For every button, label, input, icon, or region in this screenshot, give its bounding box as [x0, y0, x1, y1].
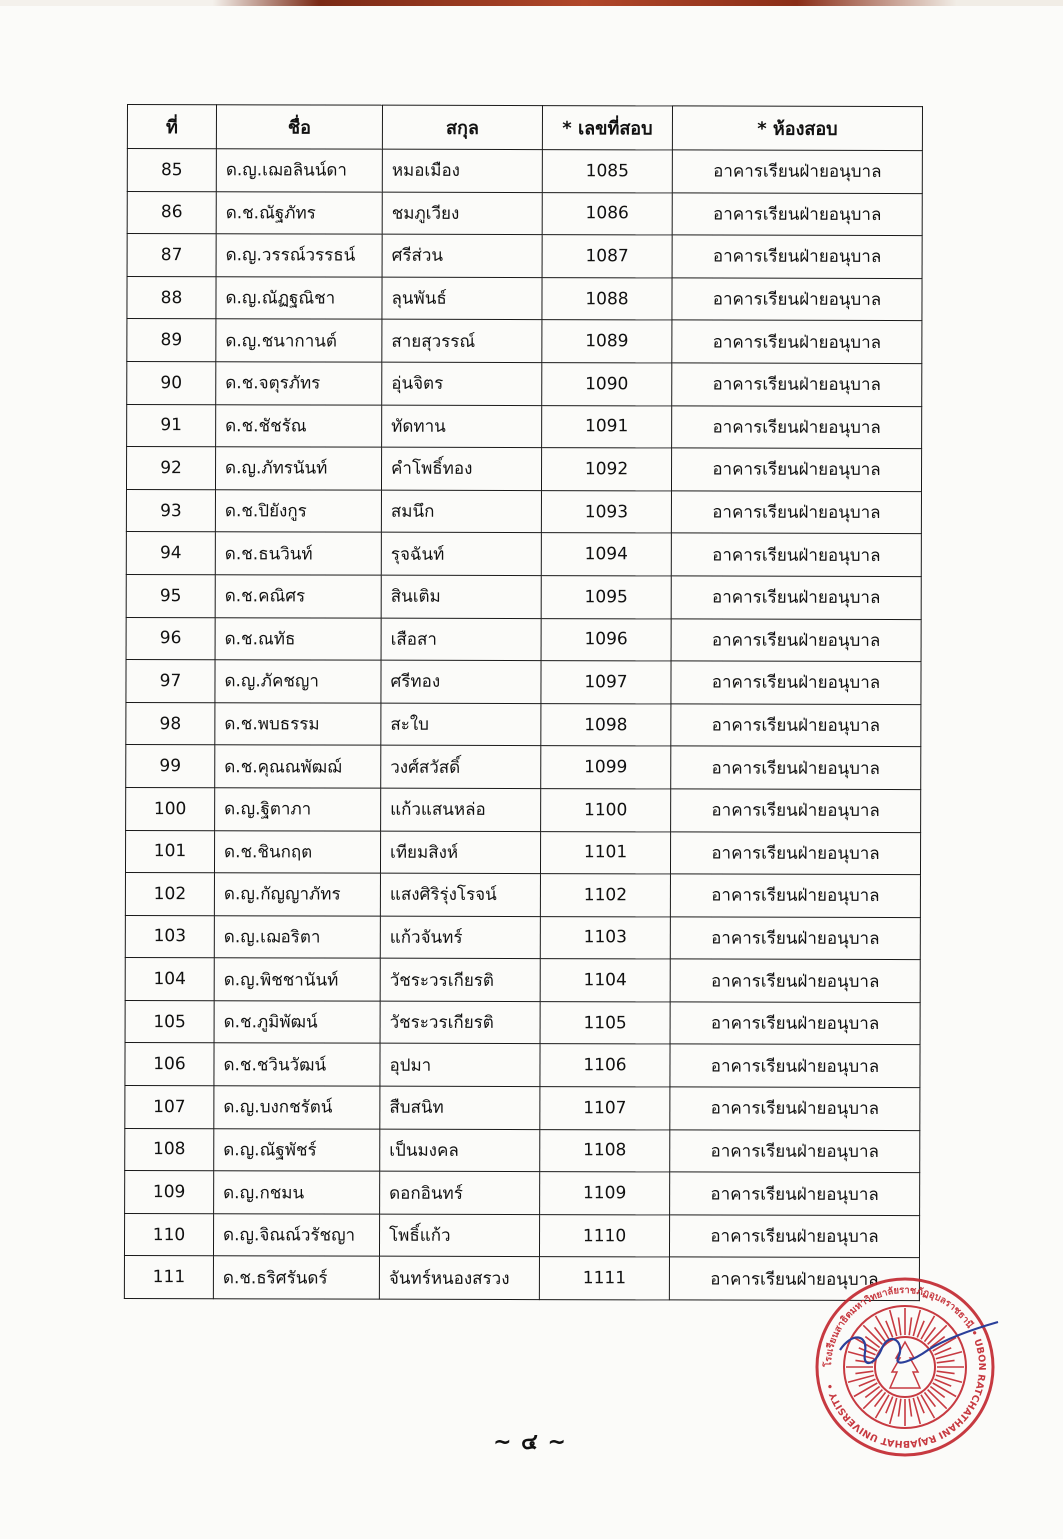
header-first-name: ชื่อ	[216, 105, 382, 149]
cell-exam-room: อาคารเรียนฝ่ายอนุบาล	[672, 235, 922, 278]
cell-exam-number: 1092	[541, 448, 671, 491]
cell-exam-room: อาคารเรียนฝ่ายอนุบาล	[672, 193, 922, 236]
cell-exam-room: อาคารเรียนฝ่ายอนุบาล	[672, 320, 922, 363]
seal-ray	[921, 1316, 935, 1339]
cell-surname: สะใบ	[381, 703, 541, 746]
table-row	[126, 447, 921, 492]
seal-ray	[876, 1316, 890, 1339]
cell-first-name: ด.ญ.เฌอริตา	[214, 915, 380, 958]
cell-exam-room: อาคารเรียนฝ่ายอนุบาล	[672, 363, 922, 406]
seal-ray	[876, 1395, 890, 1418]
seal-ray	[937, 1371, 955, 1373]
table-row	[125, 1128, 920, 1173]
cell-no: 111	[124, 1256, 213, 1299]
seal-text: โรงเรียนสาธิตมหาวิทยาลัยราชภัฏอุบลราชธานี • UBON RATCHATHANI RAJABHAT UNIVERSITY •	[822, 1284, 988, 1450]
table-row	[126, 745, 921, 790]
cell-surname: ทัดทาน	[382, 405, 542, 448]
cell-exam-number: 1106	[540, 1044, 670, 1087]
cell-surname: อุ่นจิตร	[382, 362, 542, 405]
seal-ray	[933, 1383, 956, 1397]
cell-first-name: ด.ญ.ณัฐพัชร์	[214, 1128, 380, 1171]
cell-no: 106	[125, 1043, 214, 1086]
table-row	[126, 660, 921, 705]
cell-first-name: ด.ช.ชวินวัฒน์	[214, 1043, 380, 1086]
seal-ray	[898, 1399, 900, 1417]
seal-sunburst	[846, 1308, 964, 1426]
cell-surname: วงศ์สวัสดิ์	[381, 745, 541, 788]
cell-exam-room: อาคารเรียนฝ่ายอนุบาล	[671, 618, 921, 661]
cell-first-name: ด.ญ.เฌอลินน์ดา	[216, 149, 382, 192]
cell-exam-number: 1102	[540, 874, 670, 917]
cell-first-name: ด.ช.ธนวินท์	[215, 532, 381, 575]
cell-exam-number: 1099	[541, 746, 671, 789]
table-row	[127, 234, 922, 279]
cell-first-name: ด.ช.ธริศรันดร์	[213, 1256, 379, 1299]
cell-first-name: ด.ช.ชินกฤต	[214, 830, 380, 873]
cell-surname: แสงศิริรุ่งโรจน์	[380, 873, 540, 916]
cell-no: 101	[125, 830, 214, 873]
cell-no: 94	[126, 532, 215, 575]
cell-first-name: ด.ช.คณิศร	[215, 575, 381, 618]
header-surname: สกุล	[382, 105, 542, 149]
cell-exam-number: 1096	[541, 618, 671, 661]
cell-first-name: ด.ญ.ชนากานต์	[216, 319, 382, 362]
cell-surname: รุจฉันท์	[381, 533, 541, 576]
cell-exam-number: 1098	[541, 703, 671, 746]
cell-exam-number: 1090	[542, 363, 672, 406]
table-row	[127, 361, 922, 406]
cell-surname: เทียมสิงห์	[380, 831, 540, 874]
cell-no: 98	[126, 702, 215, 745]
cell-no: 91	[127, 404, 216, 447]
cell-no: 92	[126, 447, 215, 490]
cell-no: 90	[127, 361, 216, 404]
school-seal-stamp	[810, 1272, 1000, 1462]
cell-exam-number: 1100	[541, 788, 671, 831]
table-row	[126, 489, 921, 534]
seal-ray	[921, 1395, 935, 1418]
cell-exam-number: 1104	[540, 959, 670, 1002]
seal-ray	[937, 1360, 955, 1362]
cell-exam-number: 1085	[542, 150, 672, 193]
table-row	[125, 915, 920, 960]
cell-no: 108	[125, 1128, 214, 1171]
table-row	[125, 958, 920, 1003]
cell-exam-room: อาคารเรียนฝ่ายอนุบาล	[671, 661, 921, 704]
table-body	[124, 149, 922, 1301]
cell-no: 97	[126, 660, 215, 703]
cell-first-name: ด.ญ.ภัคชญา	[215, 660, 381, 703]
cell-surname: ลุนพันธ์	[382, 277, 542, 320]
cell-exam-room: อาคารเรียนฝ่ายอนุบาล	[670, 959, 920, 1002]
cell-no: 89	[127, 319, 216, 362]
cell-surname: ศรีส่วน	[382, 234, 542, 277]
cell-first-name: ด.ช.คุณณพัฒฌ์	[215, 745, 381, 788]
cell-exam-number: 1089	[542, 320, 672, 363]
cell-no: 103	[125, 915, 214, 958]
cell-exam-room: อาคารเรียนฝ่ายอนุบาล	[670, 1130, 920, 1173]
cell-no: 102	[125, 873, 214, 916]
cell-surname: จันทร์หนองสรวง	[379, 1257, 539, 1300]
cell-no: 99	[126, 745, 215, 788]
cell-surname: โพธิ์แก้ว	[379, 1214, 539, 1257]
cell-exam-room: อาคารเรียนฝ่ายอนุบาล	[670, 1002, 920, 1045]
cell-surname: สมนึก	[381, 490, 541, 533]
table-row	[127, 191, 922, 236]
cell-exam-room: อาคารเรียนฝ่ายอนุบาล	[671, 746, 921, 789]
cell-no: 110	[124, 1213, 213, 1256]
seal-ray	[909, 1317, 911, 1335]
exam-seating-table	[124, 104, 923, 1301]
cell-exam-room: อาคารเรียนฝ่ายอนุบาล	[670, 1087, 920, 1130]
cell-first-name: ด.ช.ณัฐภัทร	[216, 191, 382, 234]
cell-first-name: ด.ช.ชัชรัณ	[216, 404, 382, 447]
cell-first-name: ด.ญ.จิณณ์วรัชญา	[213, 1214, 379, 1257]
table-row	[125, 1043, 920, 1088]
cell-first-name: ด.ญ.ฐิตาภา	[215, 788, 381, 831]
cell-surname: สืบสนิท	[380, 1086, 540, 1129]
cell-surname: คำโพธิ์ทอง	[381, 447, 541, 490]
table-row	[127, 404, 922, 449]
cell-exam-number: 1110	[539, 1214, 669, 1257]
cell-exam-room: อาคารเรียนฝ่ายอนุบาล	[670, 1172, 920, 1215]
seal-ray	[909, 1399, 911, 1417]
cell-first-name: ด.ญ.ณัฏฐณิชา	[216, 277, 382, 320]
table-row	[126, 702, 921, 747]
cell-no: 96	[126, 617, 215, 660]
table-row	[125, 1171, 920, 1216]
cell-exam-number: 1091	[542, 405, 672, 448]
seal-ray	[855, 1371, 873, 1373]
table-row	[126, 617, 921, 662]
cell-first-name: ด.ญ.วรรณ์วรรธน์	[216, 234, 382, 277]
cell-exam-room: อาคารเรียนฝ่ายอนุบาล	[672, 405, 922, 448]
cell-exam-number: 1101	[540, 831, 670, 874]
cell-surname: สายสุวรรณ์	[382, 320, 542, 363]
cell-surname: เสือสา	[381, 618, 541, 661]
cell-exam-room: อาคารเรียนฝ่ายอนุบาล	[671, 533, 921, 576]
cell-surname: ชมภูเวียง	[382, 192, 542, 235]
page-number: ~ ๔ ~	[493, 1430, 567, 1455]
cell-first-name: ด.ช.ภูมิพัฒน์	[214, 1001, 380, 1044]
cell-exam-number: 1087	[542, 235, 672, 278]
cell-exam-room: อาคารเรียนฝ่ายอนุบาล	[671, 576, 921, 619]
cell-no: 88	[127, 276, 216, 319]
cell-no: 107	[125, 1086, 214, 1129]
cell-exam-number: 1094	[541, 533, 671, 576]
cell-surname: สินเติม	[381, 575, 541, 618]
header-exam-room: * ห้องสอบ	[672, 106, 922, 151]
cell-no: 104	[125, 958, 214, 1001]
cell-exam-number: 1108	[540, 1129, 670, 1172]
seal-ray	[854, 1383, 877, 1397]
cell-exam-number: 1111	[539, 1257, 669, 1300]
cell-no: 109	[125, 1171, 214, 1214]
cell-exam-room: อาคารเรียนฝ่ายอนุบาล	[670, 1044, 920, 1087]
table-row	[126, 532, 921, 577]
cell-exam-number: 1095	[541, 576, 671, 619]
cell-first-name: ด.ช.พบธรรม	[215, 702, 381, 745]
cell-surname: วัชระวรเกียรติ	[380, 1001, 540, 1044]
cell-surname: ดอกอินทร์	[380, 1171, 540, 1214]
cell-exam-room: อาคารเรียนฝ่ายอนุบาล	[672, 278, 922, 321]
cell-exam-number: 1088	[542, 277, 672, 320]
cell-exam-number: 1097	[541, 661, 671, 704]
cell-exam-room: อาคารเรียนฝ่ายอนุบาล	[669, 1215, 919, 1258]
cell-exam-room: อาคารเรียนฝ่ายอนุบาล	[670, 874, 920, 917]
cell-exam-number: 1105	[540, 1001, 670, 1044]
header-exam-number: * เลขที่สอบ	[542, 106, 672, 150]
cell-exam-room: อาคารเรียนฝ่ายอนุบาล	[671, 789, 921, 832]
table-row	[127, 319, 922, 364]
cell-first-name: ด.ญ.กชมน	[214, 1171, 380, 1214]
table-row	[126, 574, 921, 619]
cell-no: 87	[127, 234, 216, 277]
cell-exam-room: อาคารเรียนฝ่ายอนุบาล	[671, 704, 921, 747]
table-row	[125, 1000, 920, 1045]
table-row	[127, 276, 922, 321]
table-row	[127, 149, 922, 194]
seal-emblem	[890, 1342, 920, 1388]
table-row	[125, 1086, 920, 1131]
cell-exam-room: อาคารเรียนฝ่ายอนุบาล	[671, 448, 921, 491]
top-edge-strip	[0, 0, 1063, 6]
cell-exam-number: 1107	[540, 1087, 670, 1130]
cell-no: 105	[125, 1000, 214, 1043]
cell-exam-room: อาคารเรียนฝ่ายอนุบาล	[669, 1257, 919, 1300]
cell-exam-number: 1086	[542, 192, 672, 235]
cell-exam-number: 1109	[540, 1172, 670, 1215]
cell-first-name: ด.ญ.พิชชานันท์	[214, 958, 380, 1001]
cell-exam-number: 1103	[540, 916, 670, 959]
cell-no: 95	[126, 574, 215, 617]
cell-surname: ศรีทอง	[381, 660, 541, 703]
cell-exam-number: 1093	[541, 490, 671, 533]
cell-surname: เป็นมงคล	[380, 1129, 540, 1172]
cell-surname: อุปมา	[380, 1044, 540, 1087]
cell-exam-room: อาคารเรียนฝ่ายอนุบาล	[670, 831, 920, 874]
cell-first-name: ด.ญ.บงกชรัตน์	[214, 1086, 380, 1129]
cell-no: 100	[126, 787, 215, 830]
cell-no: 85	[127, 149, 216, 192]
header-no: ที่	[127, 105, 216, 149]
cell-first-name: ด.ช.ปิยังกูร	[215, 489, 381, 532]
table-row	[125, 873, 920, 918]
cell-no: 86	[127, 191, 216, 234]
table-row	[124, 1256, 919, 1301]
cell-first-name: ด.ญ.กัญญาภัทร	[214, 873, 380, 916]
cell-surname: แก้วจันทร์	[380, 916, 540, 959]
cell-no: 93	[126, 489, 215, 532]
cell-surname: แก้วแสนหล่อ	[381, 788, 541, 831]
cell-first-name: ด.ช.จตุรภัทร	[216, 362, 382, 405]
table-header-row	[127, 105, 922, 151]
seal-ray	[898, 1317, 900, 1335]
table-row	[125, 830, 920, 875]
cell-surname: วัชระวรเกียรติ	[380, 958, 540, 1001]
table-row	[126, 787, 921, 832]
cell-first-name: ด.ช.ณทัธ	[215, 617, 381, 660]
cell-exam-room: อาคารเรียนฝ่ายอนุบาล	[670, 917, 920, 960]
cell-surname: หมอเมือง	[382, 149, 542, 192]
cell-exam-room: อาคารเรียนฝ่ายอนุบาล	[672, 150, 922, 193]
cell-exam-room: อาคารเรียนฝ่ายอนุบาล	[671, 491, 921, 534]
table-row	[124, 1213, 919, 1258]
cell-first-name: ด.ญ.ภัทรนันท์	[215, 447, 381, 490]
